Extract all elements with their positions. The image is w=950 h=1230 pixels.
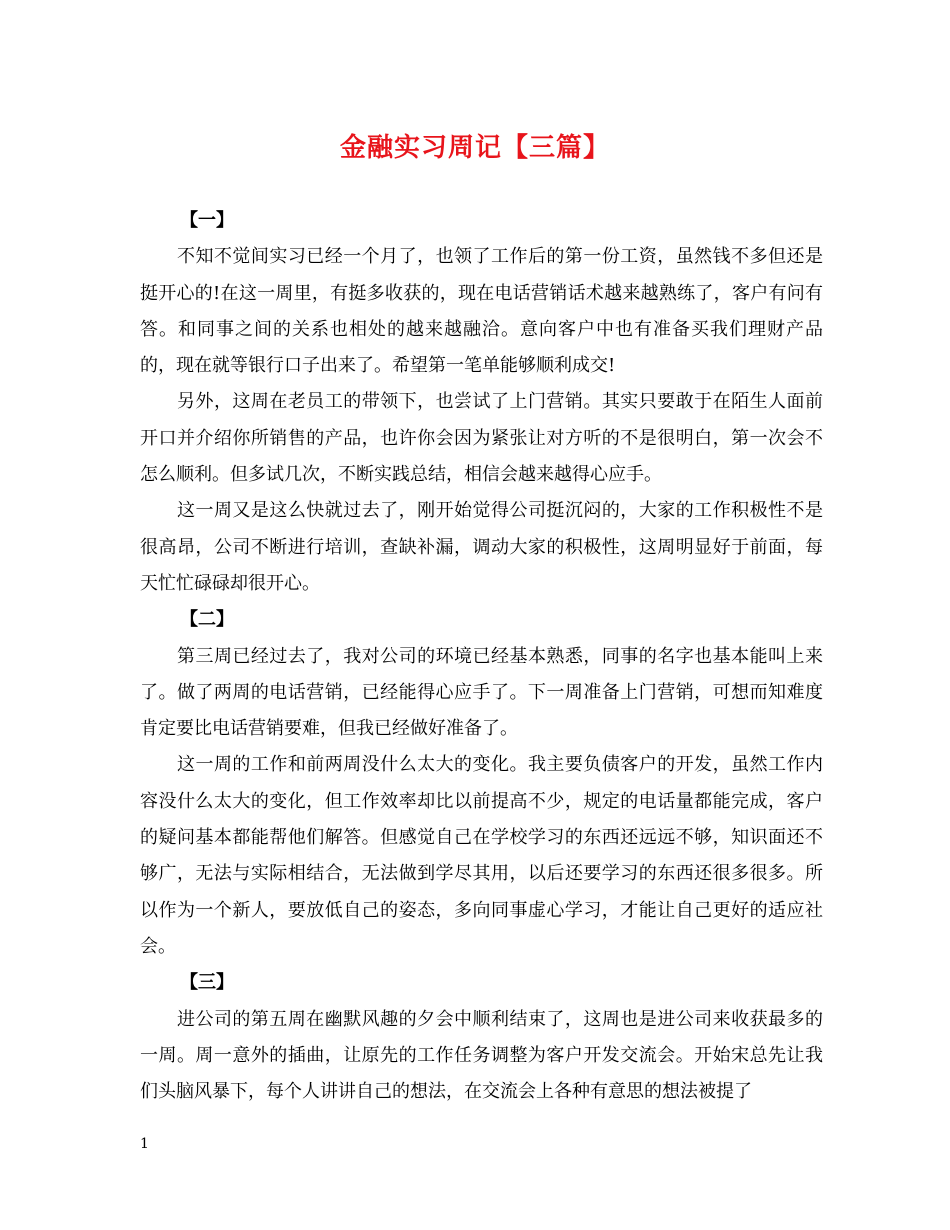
paragraph: 这一周的工作和前两周没什么太大的变化。我主要负债客户的开发，虽然工作内容没什么太大的变化，但工作效率却比以前提高不少，规定的电话量都能完成，客户的疑问基本都能帮他们解答。但感觉自己在学校学习的东西还远远不够，知识面还不够广，无法与实际相结合，无法做到学尽其用，以后还要学习的东西还很多很多。所以作为一个新人，要放低自己的姿态，多向同事虚心学习，才能让自己更好的适应社会。 bbox=[140, 754, 823, 957]
paragraph: 不知不觉间实习已经一个月了，也领了工作后的第一份工资，虽然钱不多但还是挺开心的!在这一周里，有挺多收获的，现在电话营销话术越来越熟练了，客户有问有答。和同事之间的关系也相处的越来越融洽。意向客户中也有准备买我们理财产品的，现在就等银行口子出来了。希望第一笔单能够顺利成交! bbox=[140, 246, 823, 377]
paragraph: 进公司的第五周在幽默风趣的夕会中顺利结束了，这周也是进公司来收获最多的一周。周一意外的插曲，让原先的工作任务调整为客户开发交流会。开始宋总先让我们头脑风暴下，每个人讲讲自己的想法，在交流会上各种有意思的想法被提了 bbox=[140, 1008, 823, 1103]
document-title: 金融实习周记【三篇】 bbox=[339, 133, 610, 163]
paragraph: 这一周又是这么快就过去了，刚开始觉得公司挺沉闷的，大家的工作积极性不是很高昂，公司不断进行培训，查缺补漏，调动大家的积极性，这周明显好于前面，每天忙忙碌碌却很开心。 bbox=[140, 500, 823, 594]
section-heading-1: 【一】 bbox=[180, 210, 234, 231]
section-heading-2: 【二】 bbox=[180, 609, 234, 631]
section-heading-3: 【三】 bbox=[180, 972, 234, 994]
paragraph: 另外，这周在老员工的带领下，也尝试了上门营销。其实只要敢于在陌生人面前开口并介绍你所销售的产品，也许你会因为紧张让对方听的不是很明白，第一次会不怎么顺利。但多试几次，不断实践总结，相信会越来越得心应手。 bbox=[140, 391, 823, 486]
page-number: 1 bbox=[140, 1136, 149, 1152]
document-body bbox=[140, 203, 823, 1110]
paragraph: 第三周已经过去了，我对公司的环境已经基本熟悉，同事的名字也基本能叫上来了。做了两周的电话营销，已经能得心应手了。下一周准备上门营销，可想而知难度肯定要比电话营销要难，但我已经做好准备了。 bbox=[140, 645, 823, 740]
